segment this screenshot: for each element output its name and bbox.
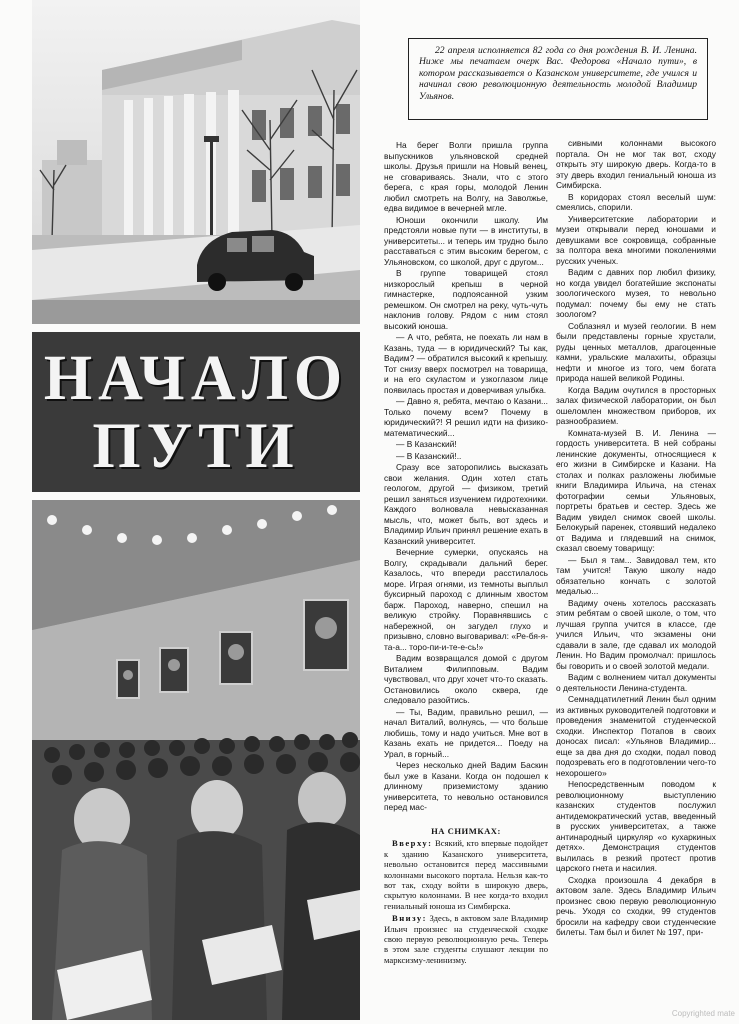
article-title-block [32,332,360,492]
paragraph: В группе товарищей стоял низкорослый крепыш в черной гимнастерке, подпоясанной узким ремешком. Он смотрел на реку, чуть-чуть наклонив голову. Рядом с ним стоял высокий юноша. [384,268,548,331]
paragraph: — Давно я, ребята, мечтаю о Казани... Только почему всем? Почему в юридический?! Я решил идти на физико-математический... [384,396,548,438]
paragraph: Через несколько дней Вадим Баскин был уже в Казани. Когда он подошел к длинному приземистому зданию университета, то невольно остановился перед мас- [384,760,548,812]
university-building-photo [32,0,360,324]
article-lead-box [408,38,708,120]
caption-bottom-label: Внизу: [392,913,427,924]
captions-heading: НА СНИМКАХ: [431,826,501,836]
paragraph: Вечерние сумерки, опускаясь на Волгу, скрадывали дальний берег. Казалось, что впереди расстилалось море. Играя огнями, из темноты выплыл буксирный пароход с длинным хвостом барж. Пароход, наверно, спешил на великую стройку. Поравнявшись с набережной, он загудел глухо и призывно, словно выговаривал: «Ре-бя-я-та-а... торо-пи-и-те-е-сь!» [384,547,548,652]
paragraph: Вадиму очень хотелось рассказать этим ребятам о своей школе, о том, что лучшая группа учится в классе, где учился Ильич, что экзамены они сдавали в зале, где сдавал их молодой Ленин. Но Вадим промолчал: пришлось бы говорить и о своей золотой медали. [556,597,716,671]
paragraph: Сразу все заторопились высказать свои желания. Один хотел стать геологом, другой — физиком, третий решил заняться изучением гидротехники. Каждого волновала невысказанная мысль, что, может быть, вот здесь и Владимир Ильич принял решение ехать в Казанский университет. [384,462,548,546]
caption-top-text: Всякий, кто впервые подойдет к зданию Казанского университета, невольно остановится перед массивными колоннами высокого портала. Нельзя как-то вот так, сходу войти в широкую дверь, скрытую колоннами. В нее когда-то входил гениальный юноша из Симбирска. [384,838,548,911]
caption-bottom-text: Здесь, в актовом зале Владимир Ильич произнес на студенческой сходке свою первую революционную речь. Теперь в этом зале студенты слушают лекции по марксизму-ленинизму. [384,913,548,965]
caption-top-label: Вверху: [392,838,433,849]
paragraph: Комната-музей В. И. Ленина — гордость университета. В ней собраны ленинские документы, относящиеся к его жизни в Симбирске и Казани. На столах и полках разложены любимые книги Владимира Ильича, на стенах фотографии семьи Ульяновых, портреты братьев и сестер. Здесь же Вадим увидел снимок своей школы. Белокурый паренек, стоявший недалеко от Вадима и глядевший на снимок, сказал своему товарищу: [556,427,716,553]
paragraph: В коридорах стоял веселый шум: смеялись, спорили. [556,191,716,212]
paragraph: Соблазнял и музей геологии. В нем были представлены горные хрустали, руды ценных металлов, драгоценные камни, уральские малахиты, образцы нефти и многое из того, чем богата природа нашей великой Родины. [556,320,716,383]
paragraph: Университетские лаборатории и музеи открывали перед юношами и девушками все сокровища, собранные за полтора века многими поколениями русских ученых. [556,213,716,266]
caption-top [384,838,548,911]
photo-captions [384,826,548,967]
paragraph: Когда Вадим очутился в просторных залах физической лаборатории, он был ошеломлен множеством приборов, их разнообразием. [556,384,716,426]
paragraph: Семнадцатилетний Ленин был одним из активных руководителей подготовки и проведения знаменитой студенческой сходки. Инспектор Потапов в своих доносах писал: «Ульянов Владимир... еще за два дня до сходки, подал повод подозревать его в подготовлении чего-то нехорошего» [556,694,716,778]
article-column-middle [384,140,548,830]
paragraph: Вадим с волнением читал документы о деятельности Ленина-студента. [556,672,716,693]
paragraph: Вадим возвращался домой с другом Виталием Филипповым. Вадим чувствовал, что друг хочет что-то сказать. Остановились около сквера, где следовало разойтись. [384,653,548,705]
paragraph: Непосредственным поводом к революционному выступлению казанских студентов послужил антидемократический устав, введенный в русских университетах, а также антинародный циркуляр «о кухаркиных детях». Демонстрация студентов вылилась в резкий протест против царского гнета и насилия. [556,779,716,873]
paragraph: — В Казанский!.. [396,450,462,461]
paragraph: Юноши окончили школу. Им предстояли новые пути — в институты, в университеты... и теперь им трудно было расставаться с этим высоким берегом, с Ульяновском, со школой, друг с другом... [384,214,548,267]
article-title-line-2: ПУТИ [92,410,300,482]
article-column-right [556,138,716,998]
paragraph: Вадим с давних пор любил физику, но когда увидел богатейшие экспонаты зоологического музея, то невольно подумал: почему бы ему не стать зоологом? [556,267,716,319]
paragraph: — Был я там... Завидовал тем, кто там учится! Такую школу надо обязательно кончать с золотой медалью... [556,554,716,596]
paragraph: сивными колоннами высокого портала. Он не мог так вот, сходу открыть эту широкую дверь. Когда-то в эту дверь входил гениальный юноша из Симбирска. [556,138,716,190]
paragraph: На берег Волги пришла группа выпускников ульяновской средней школы. Друзья пришли на Новый венец, не сговариваясь. Знали, что с этого берега, с края горы, молодой Ленин любил смотреть на Волгу, на Заволжье, едва видимое в вечерней мгле. [384,140,548,213]
article-title-line-1: НАЧАЛО [43,342,349,414]
article-lead-text: 22 апреля исполняется 82 года со дня рождения В. И. Ленина. Ниже мы печатаем очерк Вас. Федорова «Начало пути», в котором рассказывается о Казанском университете, где учился и начинал свою революционную деятельность молодой Владимир Ульянов. [419,45,697,102]
caption-bottom [384,913,548,965]
paragraph: Сходка произошла 4 декабря в актовом зале. Здесь Владимир Ильич произнес свою первую революционную речь. Уходя со сходки, 99 студентов бросили на кафедру свои студенческие билеты. Там был и билет № 197, при- [556,874,716,937]
assembly-hall-photo [32,500,360,1020]
paragraph: — Ты, Вадим, правильно решил, — начал Виталий, волнуясь, — что больше любишь, тому и надо учиться. Мне вот в Казань ехать не придется... Поеду на Урал, в горный... [384,706,548,759]
paragraph: — А что, ребята, не поехать ли нам в Казань, туда — в юридический? Ты как, Вадим? — обратился высокий к крепышу. Тот снизу вверх посмотрел на товарища, и на его скуластом и узкоглазом лице появилась простая и доверчивая улыбка. [384,332,548,395]
copyright-watermark: Copyrighted mate [671,1009,735,1018]
paragraph: — В Казанский! [396,439,457,449]
